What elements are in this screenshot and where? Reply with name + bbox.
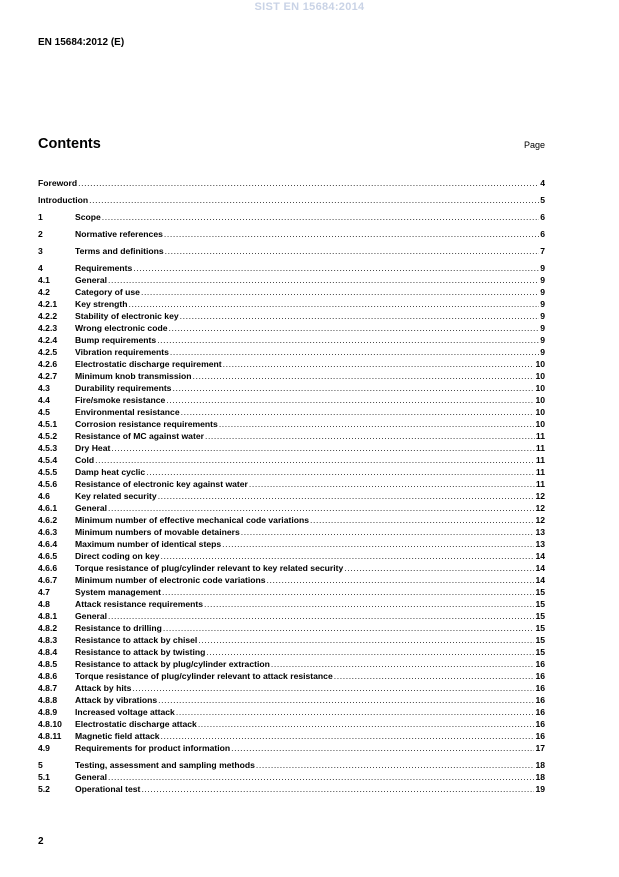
toc-leader-dots [223, 358, 535, 370]
toc-entry[interactable] [38, 382, 545, 394]
toc-entry-title: Resistance of MC against water [75, 431, 204, 441]
toc-entry-number: 4.8.2 [38, 623, 58, 633]
toc-entry-title: Fire/smoke resistance [75, 395, 166, 405]
toc-entry-page: 14 [535, 575, 545, 585]
toc-entry-title: Increased voltage attack [75, 707, 175, 717]
toc-entry[interactable] [38, 771, 545, 783]
toc-leader-dots [129, 298, 540, 310]
toc-entry-title: Requirements for product information [75, 743, 231, 753]
toc-entry-number: 4.2.4 [38, 335, 58, 345]
toc-entry-title: Resistance to attack by chisel [75, 635, 198, 645]
toc-entry[interactable] [38, 742, 545, 754]
toc-entry-number: 4.6 [38, 491, 50, 501]
toc-entry-number: 4.2.2 [38, 311, 58, 321]
toc-entry[interactable] [38, 394, 545, 406]
toc-leader-dots [241, 526, 535, 538]
toc-entry-number: 4.1 [38, 275, 50, 285]
toc-entry-number: 4.6.2 [38, 515, 58, 525]
toc-leader-dots [198, 634, 534, 646]
toc-leader-dots [231, 742, 534, 754]
toc-entry-title: Resistance of electronic key against water [75, 479, 248, 489]
toc-entry-title: Minimum knob transmission [75, 371, 192, 381]
toc-entry[interactable] [38, 478, 545, 490]
toc-entry[interactable] [38, 538, 545, 550]
toc-entry[interactable] [38, 310, 545, 322]
toc-entry-page: 5 [540, 195, 545, 205]
toc-entry-number: 4.5.6 [38, 479, 58, 489]
toc-leader-dots [172, 382, 534, 394]
toc-entry[interactable] [38, 490, 545, 502]
toc-entry[interactable] [38, 634, 545, 646]
toc-entry-title: Category of use [75, 287, 140, 297]
toc-entry-title: Attack by hits [75, 683, 132, 693]
toc-leader-dots [108, 274, 539, 286]
toc-entry[interactable] [38, 502, 545, 514]
toc-leader-dots [158, 694, 534, 706]
toc-entry-title: Introduction [38, 195, 89, 205]
toc-entry-number: 4.5.3 [38, 443, 58, 453]
toc-entry-number: 4.8.5 [38, 659, 58, 669]
toc-entry[interactable] [38, 670, 545, 682]
toc-entry[interactable] [38, 783, 545, 795]
toc-entry-title: Scope [75, 212, 101, 222]
toc-entry-number: 4.8.10 [38, 719, 62, 729]
toc-entry-page: 9 [540, 347, 545, 357]
toc-entry-page: 10 [535, 419, 545, 429]
toc-leader-dots [193, 370, 535, 382]
toc-entry[interactable] [38, 706, 545, 718]
toc-entry[interactable] [38, 466, 545, 478]
toc-leader-dots [141, 286, 539, 298]
toc-leader-dots [162, 586, 534, 598]
toc-leader-dots [95, 454, 535, 466]
toc-leader-dots [198, 718, 535, 730]
toc-entry-number: 4.8.7 [38, 683, 58, 693]
toc-leader-dots [141, 783, 534, 795]
toc-entry-title: System management [75, 587, 161, 597]
toc-entry[interactable] [38, 177, 545, 189]
toc-entry[interactable] [38, 418, 545, 430]
toc-entry-title: Damp heat cyclic [75, 467, 146, 477]
toc-entry[interactable] [38, 646, 545, 658]
toc-entry-page: 15 [535, 611, 545, 621]
toc-entry[interactable] [38, 730, 545, 742]
toc-leader-dots [249, 478, 535, 490]
toc-entry-page: 15 [535, 623, 545, 633]
toc-entry[interactable] [38, 550, 545, 562]
toc-leader-dots [219, 418, 535, 430]
toc-entry-page: 11 [535, 455, 545, 465]
toc-leader-dots [166, 394, 534, 406]
toc-entry-number: 5.2 [38, 784, 50, 794]
toc-leader-dots [111, 442, 535, 454]
toc-entry-page: 10 [535, 371, 545, 381]
toc-entry-number: 4.8.4 [38, 647, 58, 657]
toc-entry-title: Magnetic field attack [75, 731, 160, 741]
toc-entry-number: 5.1 [38, 772, 50, 782]
toc-entry-title: Key related security [75, 491, 157, 501]
toc-entry-page: 9 [540, 323, 545, 333]
toc-entry-number: 4.9 [38, 743, 50, 753]
toc-entry-page: 16 [535, 719, 545, 729]
toc-entry[interactable] [38, 658, 545, 670]
toc-entry[interactable] [38, 286, 545, 298]
toc-entry-number: 4.5 [38, 407, 50, 417]
toc-entry-number: 4.8.6 [38, 671, 58, 681]
table-of-contents [38, 177, 545, 795]
toc-entry[interactable] [38, 194, 545, 206]
toc-leader-dots [158, 490, 535, 502]
toc-entry-number: 4.4 [38, 395, 50, 405]
toc-entry-title: General [75, 275, 108, 285]
toc-entry[interactable] [38, 694, 545, 706]
toc-entry-title: Operational test [75, 784, 141, 794]
toc-entry-page: 6 [540, 229, 545, 239]
toc-entry-title: Requirements [75, 263, 133, 273]
toc-entry-page: 15 [535, 635, 545, 645]
toc-entry-title: Direct coding on key [75, 551, 160, 561]
toc-entry[interactable] [38, 262, 545, 274]
toc-leader-dots [108, 610, 534, 622]
toc-entry[interactable] [38, 454, 545, 466]
toc-entry-number: 4.5.2 [38, 431, 58, 441]
toc-leader-dots [170, 346, 539, 358]
toc-entry-title: Bump requirements [75, 335, 157, 345]
toc-leader-dots [181, 406, 535, 418]
toc-entry[interactable] [38, 718, 545, 730]
toc-entry-number: 4.2.1 [38, 299, 58, 309]
toc-entry-title: Normative references [75, 229, 163, 239]
toc-entry[interactable] [38, 598, 545, 610]
toc-entry[interactable] [38, 610, 545, 622]
toc-entry-title: Corrosion resistance requirements [75, 419, 218, 429]
toc-entry-number: 4.8.9 [38, 707, 58, 717]
toc-entry-number: 4.6.7 [38, 575, 58, 585]
toc-entry[interactable] [38, 334, 545, 346]
toc-entry-page: 4 [540, 178, 545, 188]
toc-entry-number: 2 [38, 229, 43, 239]
toc-entry-number: 4.8.11 [38, 731, 62, 741]
toc-entry-page: 9 [540, 287, 545, 297]
page-number: 2 [38, 836, 44, 847]
toc-entry-title: Vibration requirements [75, 347, 169, 357]
toc-leader-dots [271, 658, 535, 670]
toc-entry-page: 9 [540, 311, 545, 321]
toc-entry[interactable] [38, 759, 545, 771]
toc-entry-page: 16 [535, 707, 545, 717]
toc-leader-dots [206, 646, 534, 658]
toc-leader-dots [168, 322, 539, 334]
toc-entry-page: 13 [535, 527, 545, 537]
toc-entry-page: 11 [535, 479, 545, 489]
toc-entry-title: Electrostatic discharge requirement [75, 359, 222, 369]
toc-entry-page: 17 [535, 743, 545, 753]
toc-entry-title: Stability of electronic key [75, 311, 179, 321]
toc-leader-dots [205, 430, 535, 442]
toc-entry-page: 15 [535, 647, 545, 657]
toc-entry[interactable] [38, 274, 545, 286]
toc-entry[interactable] [38, 406, 545, 418]
toc-entry-page: 14 [535, 551, 545, 561]
toc-entry-page: 11 [535, 443, 545, 453]
toc-entry-number: 4.3 [38, 383, 50, 393]
toc-entry-page: 11 [535, 431, 545, 441]
toc-entry-title: Key strength [75, 299, 128, 309]
toc-entry[interactable] [38, 245, 545, 257]
toc-leader-dots [204, 598, 534, 610]
toc-entry-page: 12 [535, 503, 545, 513]
toc-leader-dots [176, 706, 535, 718]
toc-entry-page: 10 [535, 395, 545, 405]
toc-entry-page: 15 [535, 599, 545, 609]
toc-entry[interactable] [38, 211, 545, 223]
toc-entry[interactable] [38, 370, 545, 382]
toc-leader-dots [78, 177, 539, 189]
toc-entry[interactable] [38, 298, 545, 310]
toc-entry-title: Attack resistance requirements [75, 599, 204, 609]
toc-entry-title: Resistance to attack by twisting [75, 647, 206, 657]
toc-leader-dots [133, 262, 539, 274]
toc-entry-title: Torque resistance of plug/cylinder relevant to key related security [75, 563, 344, 573]
toc-entry-number: 4.5.5 [38, 467, 58, 477]
toc-entry[interactable] [38, 430, 545, 442]
toc-entry-title: General [75, 503, 108, 513]
toc-leader-dots [344, 562, 534, 574]
toc-entry[interactable] [38, 682, 545, 694]
toc-entry-title: Minimum number of effective mechanical code variations [75, 515, 310, 525]
toc-entry-page: 18 [535, 760, 545, 770]
toc-entry-title: Testing, assessment and sampling methods [75, 760, 255, 770]
toc-entry-number: 4.6.3 [38, 527, 58, 537]
toc-leader-dots [256, 759, 535, 771]
toc-entry-page: 10 [535, 407, 545, 417]
toc-entry-number: 4.6.6 [38, 563, 58, 573]
toc-leader-dots [310, 514, 534, 526]
toc-entry-number: 4.2.3 [38, 323, 58, 333]
toc-entry-number: 4.2.6 [38, 359, 58, 369]
toc-entry-title: Wrong electronic code [75, 323, 168, 333]
toc-entry-number: 4 [38, 263, 43, 273]
toc-entry[interactable] [38, 586, 545, 598]
toc-entry-title: Minimum numbers of movable detainers [75, 527, 240, 537]
toc-entry-page: 15 [535, 587, 545, 597]
toc-entry-title: Environmental resistance [75, 407, 180, 417]
toc-entry-number: 4.8.3 [38, 635, 58, 645]
watermark: SIST EN 15684:2014 [254, 1, 365, 13]
toc-entry-page: 16 [535, 731, 545, 741]
toc-leader-dots [132, 682, 534, 694]
toc-entry-number: 3 [38, 246, 43, 256]
toc-leader-dots [161, 730, 535, 742]
toc-entry[interactable] [38, 574, 545, 586]
toc-leader-dots [89, 194, 539, 206]
toc-entry-title: Maximum number of identical steps [75, 539, 222, 549]
toc-entry[interactable] [38, 358, 545, 370]
toc-entry[interactable] [38, 514, 545, 526]
toc-entry-number: 4.5.1 [38, 419, 58, 429]
toc-leader-dots [108, 502, 534, 514]
toc-entry-number: 4.5.4 [38, 455, 58, 465]
toc-entry-page: 11 [535, 467, 545, 477]
toc-entry-number: 4.7 [38, 587, 50, 597]
toc-entry-title: Cold [75, 455, 95, 465]
toc-leader-dots [222, 538, 534, 550]
toc-entry-number: 4.2.7 [38, 371, 58, 381]
toc-leader-dots [163, 622, 535, 634]
toc-leader-dots [334, 670, 535, 682]
toc-entry-page: 9 [540, 275, 545, 285]
toc-entry[interactable] [38, 322, 545, 334]
toc-entry-title: Terms and definitions [75, 246, 164, 256]
toc-entry-number: 5 [38, 760, 43, 770]
toc-entry-title: Resistance to attack by plug/cylinder extraction [75, 659, 270, 669]
toc-entry-page: 10 [535, 359, 545, 369]
toc-entry-number: 4.2.5 [38, 347, 58, 357]
toc-entry-page: 19 [535, 784, 545, 794]
toc-entry-page: 12 [535, 515, 545, 525]
toc-entry-number: 4.6.1 [38, 503, 58, 513]
toc-leader-dots [157, 334, 539, 346]
toc-entry-number: 1 [38, 212, 43, 222]
toc-entry-page: 14 [535, 563, 545, 573]
toc-entry-title: Minimum number of electronic code variations [75, 575, 266, 585]
toc-entry-page: 16 [535, 671, 545, 681]
toc-entry[interactable] [38, 228, 545, 240]
toc-entry-number: 4.2 [38, 287, 50, 297]
toc-entry-title: Dry Heat [75, 443, 111, 453]
toc-leader-dots [102, 211, 539, 223]
toc-entry-number: 4.8.1 [38, 611, 58, 621]
toc-entry-title: Electrostatic discharge attack [75, 719, 197, 729]
toc-entry-number: 4.8 [38, 599, 50, 609]
toc-entry-page: 13 [535, 539, 545, 549]
toc-leader-dots [267, 574, 535, 586]
standard-id: EN 15684:2012 (E) [38, 37, 125, 48]
toc-entry-page: 12 [535, 491, 545, 501]
toc-entry[interactable] [38, 346, 545, 358]
toc-entry-number: 4.8.8 [38, 695, 58, 705]
toc-leader-dots [165, 245, 540, 257]
toc-entry-title: General [75, 611, 108, 621]
toc-leader-dots [161, 550, 535, 562]
toc-entry-title: Torque resistance of plug/cylinder relevant to attack resistance [75, 671, 333, 681]
toc-entry-page: 16 [535, 695, 545, 705]
toc-entry[interactable] [38, 562, 545, 574]
toc-entry[interactable] [38, 526, 545, 538]
toc-leader-dots [180, 310, 540, 322]
toc-entry-page: 16 [535, 683, 545, 693]
toc-entry-page: 9 [540, 299, 545, 309]
toc-leader-dots [108, 771, 534, 783]
page-column-label: Page [523, 140, 545, 150]
toc-entry-number: 4.6.4 [38, 539, 58, 549]
toc-entry-page: 6 [540, 212, 545, 222]
toc-entry-page: 7 [540, 246, 545, 256]
toc-entry-page: 16 [535, 659, 545, 669]
toc-entry-title: Durability requirements [75, 383, 172, 393]
toc-entry-page: 18 [535, 772, 545, 782]
toc-leader-dots [146, 466, 535, 478]
toc-entry-title: Resistance to drilling [75, 623, 162, 633]
toc-entry-title: General [75, 772, 108, 782]
toc-entry[interactable] [38, 442, 545, 454]
toc-entry-page: 10 [535, 383, 545, 393]
page-title: Contents [38, 136, 101, 152]
toc-entry-page: 9 [540, 263, 545, 273]
toc-entry-title: Attack by vibrations [75, 695, 158, 705]
toc-entry-title: Foreword [38, 178, 78, 188]
toc-leader-dots [164, 228, 539, 240]
toc-entry-number: 4.6.5 [38, 551, 58, 561]
toc-entry[interactable] [38, 622, 545, 634]
toc-entry-page: 9 [540, 335, 545, 345]
